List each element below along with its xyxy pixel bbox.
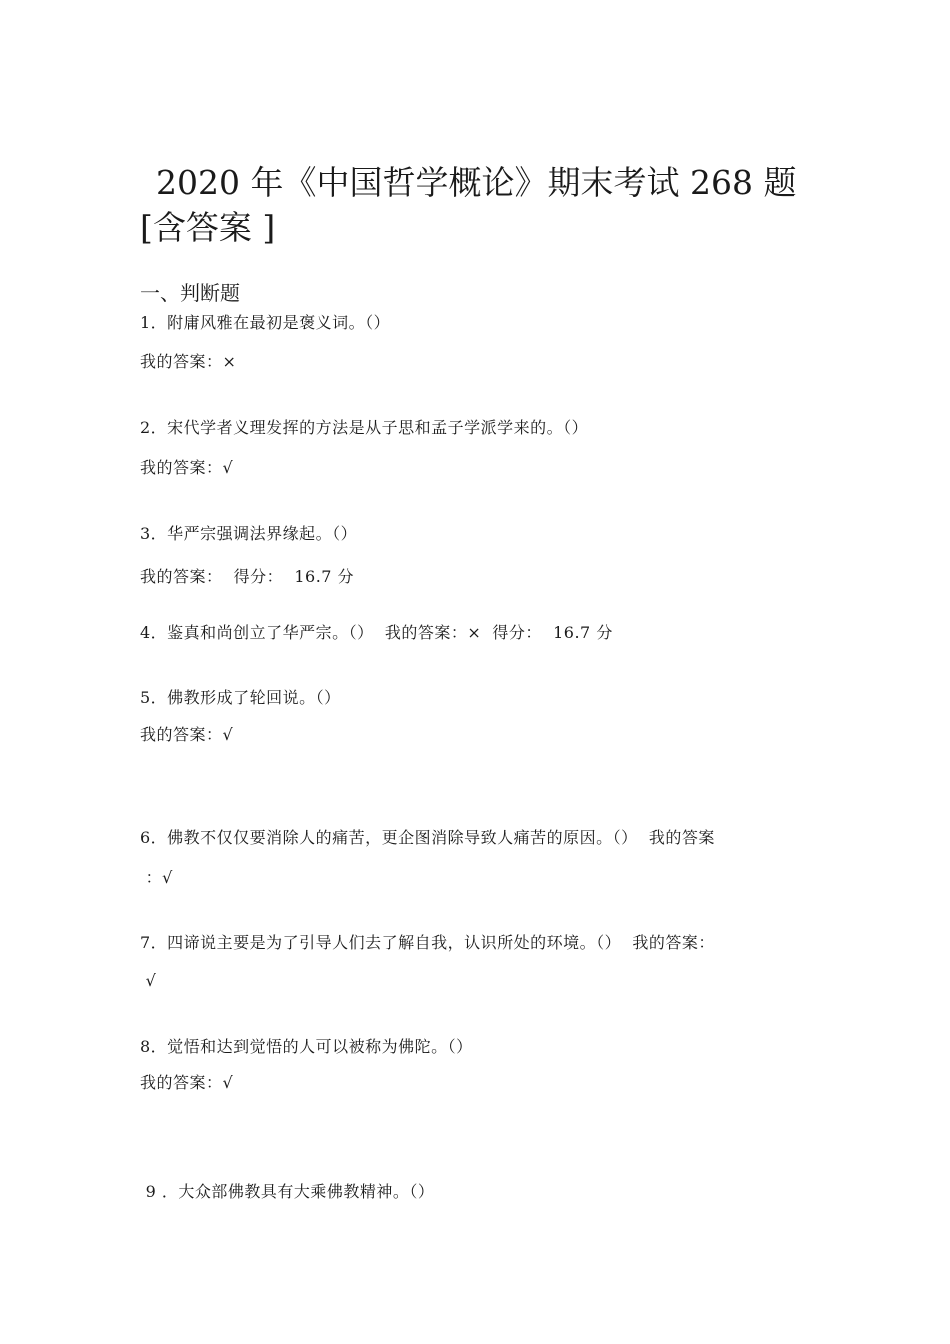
question-4: 4．鉴真和尚创立了华严宗。（） 我的答案：× 得分： 16.7 分 [140,623,613,642]
question-5: 5．佛教形成了轮回说。（） [140,688,341,707]
document-title [140,160,820,250]
question-8: 8．觉悟和达到觉悟的人可以被称为佛陀。（） [140,1037,473,1056]
answer-2: 我的答案：√ [140,458,234,477]
question-7: 7．四谛说主要是为了引导人们去了解自我，认识所处的环境。（） 我的答案： [140,933,715,952]
answer-8: 我的答案：√ [140,1073,234,1092]
question-1: 1．附庸风雅在最初是褒义词。（） [140,313,391,332]
answer-6: ：√ [140,868,173,887]
question-9: 9 ．大众部佛教具有大乘佛教精神。（） [140,1182,435,1201]
answer-5: 我的答案：√ [140,725,234,744]
section-heading: 一、判断题 [140,281,240,305]
answer-1: 我的答案：× [140,352,237,371]
title-line-2: [含答案 ] [140,208,276,247]
title-line-1: 2020 年《中国哲学概论》期末考试 268 题 [156,163,797,202]
question-2: 2．宋代学者义理发挥的方法是从子思和孟子学派学来的。（） [140,418,589,437]
answer-3: 我的答案： 得分： 16.7 分 [140,567,355,586]
question-6: 6．佛教不仅仅要消除人的痛苦，更企图消除导致人痛苦的原因。（） 我的答案 [140,828,715,847]
question-3: 3．华严宗强调法界缘起。（） [140,524,358,543]
answer-7: √ [140,971,157,990]
